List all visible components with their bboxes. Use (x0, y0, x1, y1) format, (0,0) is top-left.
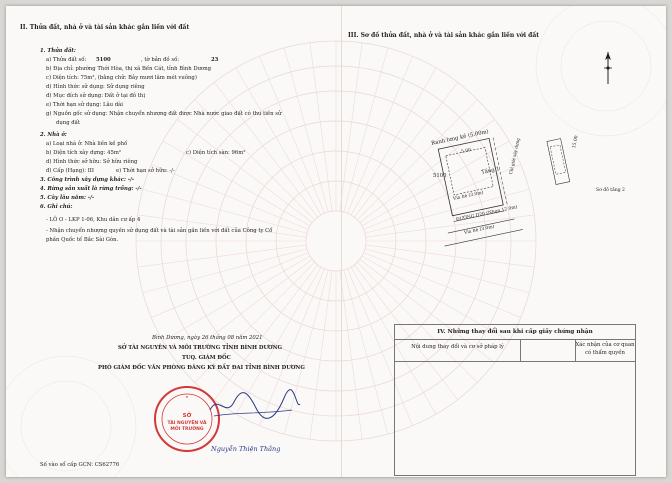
register-number: Số vào sổ cấp GCN: CS62776 (40, 462, 120, 468)
land-map-sheet-label: , tờ bản đồ số: (141, 57, 180, 63)
section-3-title: III. Sơ đồ thửa đất, nhà ở và tài sản khác gắn liền với đất (348, 32, 540, 39)
signer-name: Nguyễn Thiện Thắng (211, 445, 281, 453)
land-address: b) Địa chỉ: phường Thới Hòa, thị xã Bến Cát, tỉnh Bình Dương (46, 66, 211, 72)
north-arrow-icon (602, 50, 614, 86)
guilloche-ray (163, 256, 310, 341)
sketch-lot-number: 5100 (433, 173, 447, 179)
house-floor-area: c) Diện tích sàn: 96m² (186, 150, 246, 156)
changes-col-confirmation: Xác nhận của cơ quan có thẩm quyền (575, 339, 635, 362)
sketch-sidewalk-2: Vỉa hè (3.0m) (463, 224, 495, 236)
land-parcel-label: a) Thửa đất số: (46, 57, 87, 63)
planted-forest: 4. Rừng sản xuất là rừng trồng: -/- (40, 186, 142, 192)
svg-text:★: ★ (185, 395, 189, 399)
house-ownership: d) Hình thức sở hữu: Sở hữu riêng (46, 159, 138, 165)
note-line-2: - Nhận chuyển nhượng quyền sử dụng đất và tài sản gắn liền với đất của Công ty Cổ (46, 228, 273, 234)
house-build-area: b) Diện tích xây dựng: 45m² (46, 150, 121, 156)
guilloche-ray (236, 68, 321, 215)
certificate-sheet (6, 6, 666, 477)
sketch-top-edge: Ranh lưng kề (5.00m) (430, 128, 490, 147)
handwritten-signature (204, 388, 304, 428)
sketch-setback-label: Chỉ giới xây dựng (508, 137, 521, 175)
changes-col-content: Nội dung thay đổi và cơ sở pháp lý (395, 339, 521, 362)
land-heading: 1. Thửa đất: (40, 48, 76, 54)
svg-text:TÀI NGUYÊN VÀ: TÀI NGUYÊN VÀ (167, 421, 207, 426)
sketch-dim-width: 5.00 (460, 147, 472, 155)
changes-table-header (395, 325, 635, 340)
land-use-term: e) Thời hạn sử dụng: Lâu dài (46, 102, 123, 108)
sketch-floor-2-legend: Sơ đồ tầng 2 (596, 188, 625, 193)
land-area: c) Diện tích: 75m², (bằng chữ: Bảy mươi lăm mét vuông) (46, 75, 197, 81)
land-map-sheet-value: 23 (211, 57, 219, 63)
issuing-organization: SỞ TÀI NGUYÊN VÀ MÔI TRƯỜNG TỈNH BÌNH DƯƠNG (118, 345, 283, 351)
sketch-road-label: ĐƯỜNG D20 (Nhựa 12.0m) (455, 205, 518, 223)
tuq-director: TUQ. GIÁM ĐỐC (182, 355, 231, 361)
sketch-dim-length: 15.00 (572, 135, 580, 149)
note-line-1: - LÔ O - LKP 1-06, Khu dân cư ấp 4 (46, 217, 141, 223)
sketch-sidewalk-1: Vỉa hè (3.0m) (452, 190, 484, 202)
svg-text:MÔI TRƯỜNG: MÔI TRƯỜNG (170, 427, 204, 432)
signer-role: PHÓ GIÁM ĐỐC VĂN PHÒNG ĐĂNG KÝ ĐẤT ĐAI TỈNH BÌNH DƯƠNG (98, 365, 305, 371)
land-parcel-value: 5100 (96, 57, 111, 63)
issue-date: Bình Dương, ngày 26 tháng 08 năm 2021 (152, 335, 263, 341)
sketch-floor-label: Tầng 1 (480, 166, 501, 176)
changes-table (394, 324, 636, 476)
notes-heading: 6. Ghi chú: (40, 204, 73, 210)
perennial-trees: 5. Cây lâu năm: -/- (40, 195, 95, 201)
land-origin-cont: dụng đất (56, 120, 81, 126)
house-term: e) Thời hạn sở hữu: -/- (116, 168, 175, 174)
land-origin: g) Nguồn gốc sử dụng: Nhận chuyển nhượng đất được Nhà nước giao đất có thu tiền sử (46, 111, 282, 117)
svg-text:SỞ: SỞ (182, 413, 192, 419)
changes-col-spacer (520, 339, 576, 362)
note-line-3: phần Quốc tế Bắc Sài Gòn. (46, 237, 119, 243)
land-use-purpose: đ) Mục đích sử dụng: Đất ở tại đô thị (46, 93, 146, 99)
house-grade: đ) Cấp (Hạng): III (46, 168, 94, 174)
section-4-title: IV. Những thay đổi sau khi cấp giấy chứng nhận (437, 329, 593, 335)
land-use-form: d) Hình thức sử dụng: Sử dụng riêng (46, 84, 145, 90)
page-fold (341, 6, 342, 477)
section-2-title: II. Thửa đất, nhà ở và tài sản khác gắn liền với đất (20, 24, 190, 31)
other-constructions: 3. Công trình xây dựng khác: -/- (40, 177, 135, 183)
house-type: a) Loại nhà ở: Nhà liền kề phố (46, 141, 128, 147)
house-heading: 2. Nhà ở: (40, 132, 67, 138)
